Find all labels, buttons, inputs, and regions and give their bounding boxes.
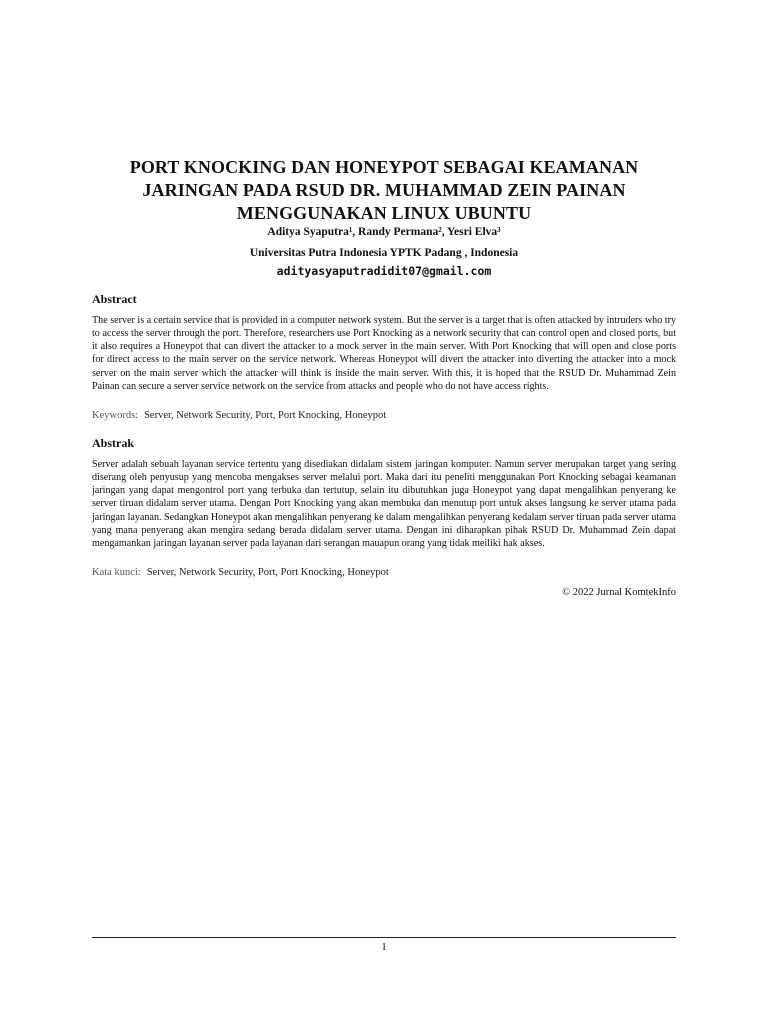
affiliation: Universitas Putra Indonesia YPTK Padang , Indonesia (249, 247, 519, 259)
title-line: MENGGUNAKAN LINUX UBUNTU (236, 203, 532, 223)
title-line: JARINGAN PADA RSUD DR. MUHAMMAD ZEIN PAINAN (142, 180, 626, 200)
abstract-keywords (92, 409, 676, 422)
abstrak-heading: Abstrak (92, 436, 135, 450)
kata-kunci-label: Kata kunci: (92, 567, 141, 578)
page-number: 1 (381, 941, 387, 953)
footer-rule (92, 937, 676, 938)
title-line: PORT KNOCKING DAN HONEYPOT SEBAGAI KEAMANAN (129, 157, 639, 177)
keywords-value: Server, Network Security, Port, Port Knocking, Honeypot (144, 410, 387, 421)
author-email: adityasyaputradidit07@gmail.com (276, 264, 492, 278)
abstrak-text: Server adalah sebuah layanan service tertentu yang disediakan didalam sistem jaringan komputer. Namun server merupakan target yang sering diserang oleh penyusup yang mencoba mengakses server melalui port. Maka dari itu peneliti menggunakan Port Knocking sebagai keamanan jaringan yang dapat mengontrol port yang terbuka dan tertutup, selain itu dibutuhkan juga Honeypot yang dapat mengalihkan penyerang ke server tiruan didalam server utama. Dengan Port Knocking yang akan membuka dan menutup port untuk akses langsung ke server utama pada jaringan layanan. Sedangkan Honeypot akan mengalihkan penyerang ke dalam mengalihkan penyerang kedalam server tiruan pada server utama yang mana penyerang akan mengira sedang berada didalam server utama. Dengan ini diharapkan pihak RSUD Dr. Muhammad Zein dapat mengamankan jaringan layanan server pada layanan dari serangan mauapun orang yang tidak meiliki hak akses. (92, 459, 676, 549)
abstract-text: The server is a certain service that is provided in a computer network system. But the server is a target that is often attacked by intruders who try to access the server through the port. Therefore, researchers use Port Knocking as a network security that can control open and closed ports, but it also requires a Honeypot that can divert the attacker to a mock server in the main server. With Port Knocking that will open and close ports for direct access to the main server on the service network. Whereas Honeypot will divert the attacker into diverting the attacker into a mock server on the main server which the attacker will think is inside the main server. With this, it is hoped that the RSUD Dr. Muhammad Zein Painan can secure a server service network on the service from attacks and people who do not have access rights. (92, 315, 676, 392)
keywords-label: Keywords: (92, 410, 139, 421)
paper-title (92, 156, 676, 225)
kata-kunci-value: Server, Network Security, Port, Port Knocking, Honeypot (146, 567, 389, 578)
abstrak-keywords (92, 566, 676, 579)
copyright-notice: © 2022 Jurnal KomtekInfo (562, 587, 676, 598)
author-list: Aditya Syaputra¹, Randy Permana², Yesri Elva³ (267, 226, 501, 238)
abstract-heading: Abstract (92, 292, 137, 306)
